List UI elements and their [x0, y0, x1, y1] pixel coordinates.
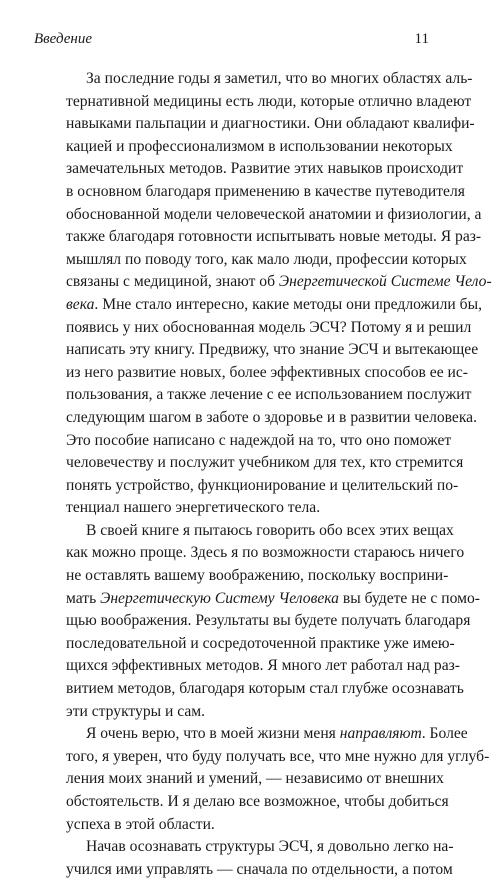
text-line [66, 384, 472, 407]
text-run: связаны с медициной, знают об [66, 273, 279, 291]
text-run: следующим шагом в заботе о здоровье и в развитии человека. [66, 408, 478, 426]
text-line [66, 746, 490, 769]
text-run: . Мне стало интересно, какие методы они предложили бы, [94, 295, 482, 313]
text-line [66, 294, 482, 317]
text-line [66, 113, 475, 136]
text-line [66, 678, 464, 701]
text-line [66, 181, 465, 204]
text-run: щихся эффективных методов. Я много лет работал над раз- [66, 657, 460, 675]
text-line [66, 317, 472, 340]
text-run: мать [66, 589, 101, 607]
text-line [66, 791, 449, 814]
text-run: последовательной и сосредоточенной практике уже имею- [66, 634, 455, 652]
text-line [66, 633, 455, 656]
text-line [66, 588, 480, 611]
text-run: успеха в этой области. [66, 815, 215, 833]
text-line [66, 407, 478, 430]
text-run: За последние годы я заметил, что во многих областях аль- [86, 70, 473, 87]
body-text [66, 68, 492, 881]
running-head [34, 31, 429, 51]
text-line [66, 91, 472, 114]
text-run: понять устройство, функционирование и целительский по- [66, 476, 459, 494]
text-run: . Более [421, 725, 468, 743]
text-run: учился ими управлять — сначала по отдельности, а потом [66, 860, 453, 878]
text-line [66, 520, 454, 543]
text-run: навыками пальпации и диагностики. Они обладают квалифи- [66, 115, 475, 133]
text-line [66, 452, 464, 475]
text-line [66, 158, 464, 181]
text-line [66, 271, 492, 294]
text-run: эти структуры и сам. [66, 702, 206, 720]
text-run: появись у них обоснованная модель ЭСЧ? Потому я и решил [66, 318, 472, 336]
text-line [66, 497, 430, 520]
text-run: Начав осознавать структуры ЭСЧ, я довольно легко на- [86, 838, 454, 856]
text-line [66, 859, 453, 881]
text-run: того, я уверен, что буду получать все, что мне нужно для углуб- [66, 747, 490, 765]
text-run: из него развитие новых, более эффективных способов ее ис- [66, 363, 468, 381]
text-run: написать эту книгу. Предвижу, что знание ЭСЧ и вытекающее [66, 341, 479, 359]
text-line [66, 430, 452, 453]
text-line [66, 226, 482, 249]
text-line [66, 723, 468, 746]
text-run: не оставлять вашему воображению, поскольку восприни- [66, 567, 449, 585]
text-run: Это пособие написано с надеждой на то, что оно поможет [66, 431, 452, 449]
page-number: 11 [414, 31, 429, 47]
text-line [66, 768, 444, 791]
text-run: В своей книге я пытаюсь говорить обо всех этих вещах [86, 521, 454, 539]
text-line [66, 814, 430, 837]
text-run: витием методов, благодаря которым стал глубже осознавать [66, 680, 464, 698]
text-line [66, 204, 482, 227]
text-line [66, 136, 453, 159]
text-line [66, 655, 460, 678]
text-line [66, 249, 467, 272]
text-run: обстоятельств. И я делаю все возможное, чтобы добиться [66, 793, 449, 810]
text-line [66, 475, 459, 498]
text-run: человечеству и послужит учебником для тех, кто стремится [66, 454, 464, 472]
text-run: мышлял по поводу того, как мало люди, профессии которых [66, 250, 467, 268]
section-title: Введение [34, 31, 92, 47]
text-run: пользования, а также лечение с ее использованием послужит [66, 386, 472, 404]
text-line [66, 362, 468, 385]
text-run: тернативной медицины есть люди, которые отлично владеют [66, 92, 472, 110]
text-run: в основном благодаря применению в качестве путеводителя [66, 182, 465, 200]
text-run: Я очень верю, что в моей жизни меня [86, 725, 340, 743]
italic-text: Энергетическую Систему Человека [100, 589, 339, 607]
text-run: ления моих знаний и умений, — независимо от внешних [66, 770, 444, 788]
text-run: обоснованной модели человеческой анатомии и физиологии, а [66, 205, 482, 223]
text-line [66, 565, 449, 588]
text-line [66, 701, 430, 724]
text-line [66, 68, 473, 91]
text-line [66, 542, 465, 565]
text-run: как можно проще. Здесь я по возможности стараюсь ничего [66, 544, 465, 562]
italic-text: направляют [339, 725, 422, 743]
text-run: также благодаря готовности испытывать новые методы. Я раз- [66, 228, 482, 246]
text-run: щью воображения. Результаты вы будете получать благодаря [66, 612, 471, 630]
text-run: кацией и профессионализмом в использовании некоторых [66, 137, 453, 155]
text-run: замечательных методов. Развитие этих навыков происходит [66, 160, 464, 178]
italic-text: века [66, 295, 95, 313]
text-line [66, 610, 471, 633]
text-line [66, 836, 454, 859]
text-line [66, 339, 479, 362]
italic-text: Энергетической Системе Чело- [278, 273, 492, 291]
text-run: вы будете не с помо- [338, 589, 480, 607]
text-run: тенциал нашего энергетического тела. [66, 499, 321, 517]
